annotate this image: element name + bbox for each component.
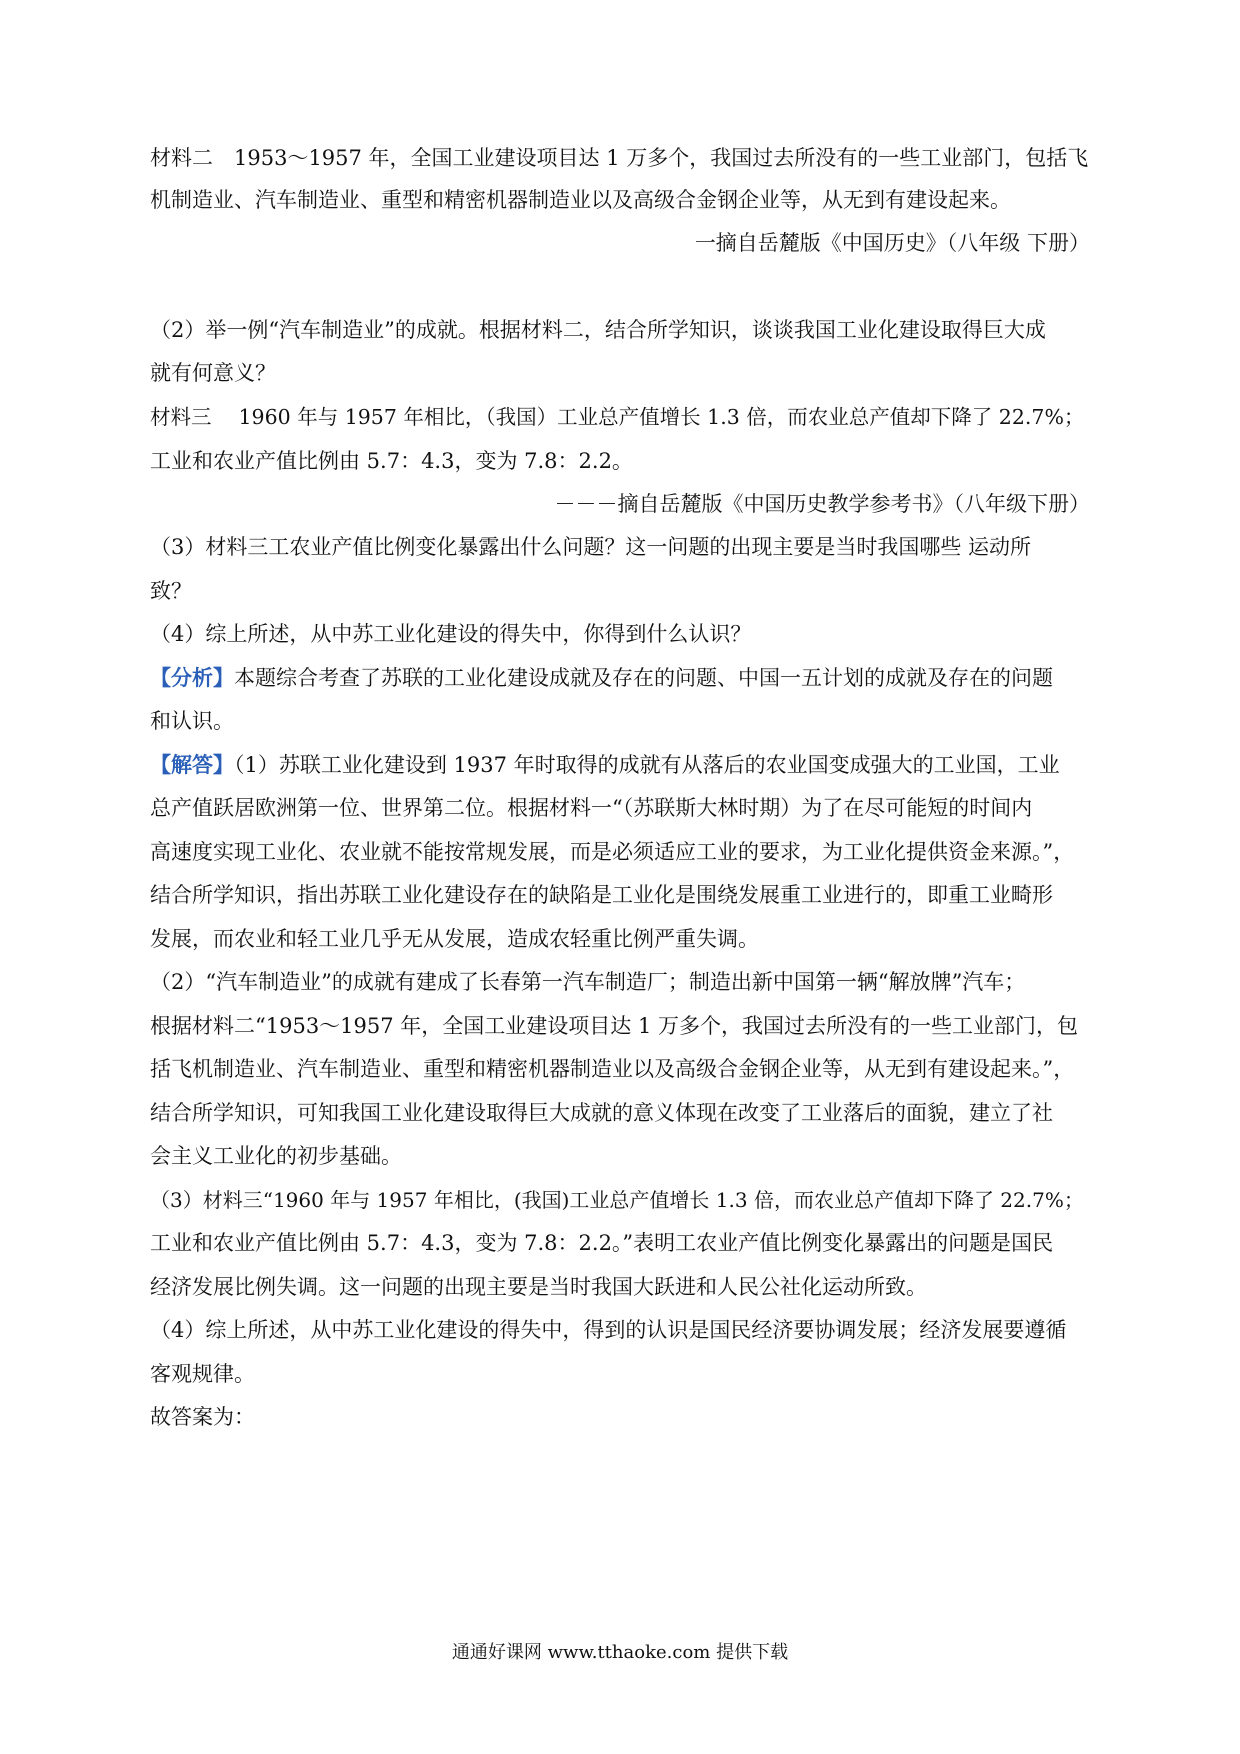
analysis-tag: 【分析】 (150, 665, 234, 690)
answer1-line5: 发展，而农业和轻工业几乎无从发展，造成农轻重比例严重失调。 (150, 927, 759, 951)
answer3-line2: 工业和农业产值比例由 5.7：4.3，变为 7.8：2.2。”表明工农业产值比例变化暴露出的问题是国民 (150, 1231, 1054, 1255)
answer2-line3: 括飞机制造业、汽车制造业、重型和精密机器制造业以及高级合金钢企业等，从无到有建设起来。”， (150, 1057, 1075, 1081)
answer-tag: 【解答】 (150, 752, 234, 777)
analysis-text: 本题综合考查了苏联的工业化建设成就及存在的问题、中国一五计划的成就及存在的问题 (234, 666, 1053, 690)
answer2-line1: （2）“汽车制造业”的成就有建成了长春第一汽车制造厂；制造出新中国第一辆“解放牌”汽车； (150, 970, 1026, 994)
material2-line1: 材料二 1953～1957 年，全国工业建设项目达 1 万多个，我国过去所没有的一些工业部门，包括飞 (150, 146, 1089, 170)
analysis-line2: 和认识。 (150, 709, 234, 733)
answer1-line1 (150, 750, 1100, 780)
answer1-text: （1）苏联工业化建设到 1937 年时取得的成就有从落后的农业国变成强大的工业国，工业 (234, 753, 1060, 777)
question3-line1: （3）材料三工农业产值比例变化暴露出什么问题？这一问题的出现主要是当时我国哪些 运动所 (150, 535, 1032, 559)
answer1-line3: 高速度实现工业化、农业就不能按常规发展，而是必须适应工业的要求，为工业化提供资金来源。”， (150, 840, 1075, 864)
material2-source: 一摘自岳麓版《中国历史》（八年级 下册） (694, 231, 1090, 255)
material2-line2: 机制造业、汽车制造业、重型和精密机器制造业以及高级合金钢企业等，从无到有建设起来。 (150, 188, 1011, 212)
answer4-line1: （4）综上所述，从中苏工业化建设的得失中，得到的认识是国民经济要协调发展；经济发展要遵循 (150, 1318, 1067, 1342)
question4-line1: （4）综上所述，从中苏工业化建设的得失中，你得到什么认识？ (150, 622, 752, 646)
analysis-line1 (150, 663, 1100, 693)
material3-source: －－－摘自岳麓版《中国历史教学参考书》（八年级下册） (554, 492, 1090, 516)
answer4-line2: 客观规律。 (150, 1362, 255, 1386)
answer3-line1: （3）材料三“1960 年与 1957 年相比，(我国)工业总产值增长 1.3 倍，而农业总产值却下降了 22.7%； (150, 1188, 1084, 1212)
question3-line2: 致？ (150, 579, 192, 603)
material3-line1: 材料三 1960 年与 1957 年相比，（我国）工业总产值增长 1.3 倍，而农业总产值却下降了 22.7%； (150, 405, 1085, 429)
answer2-line2: 根据材料二“1953～1957 年，全国工业建设项目达 1 万多个，我国过去所没有的一些工业部门，包 (150, 1014, 1079, 1038)
material3-line2: 工业和农业产值比例由 5.7：4.3，变为 7.8：2.2。 (150, 449, 633, 473)
answer1-line2: 总产值跃居欧洲第一位、世界第二位。根据材料一“（苏联斯大林时期）为了在尽可能短的时间内 (150, 796, 1033, 820)
question2-line1: （2）举一例“汽车制造业”的成就。根据材料二，结合所学知识，谈谈我国工业化建设取得巨大成 (150, 318, 1046, 342)
answer2-line4: 结合所学知识，可知我国工业化建设取得巨大成就的意义体现在改变了工业落后的面貌，建立了社 (150, 1101, 1053, 1125)
answer1-line4: 结合所学知识，指出苏联工业化建设存在的缺陷是工业化是围绕发展重工业进行的，即重工业畸形 (150, 883, 1053, 907)
answer-conclusion: 故答案为： (150, 1405, 255, 1429)
answer3-line3: 经济发展比例失调。这一问题的出现主要是当时我国大跃进和人民公社化运动所致。 (150, 1275, 927, 1299)
question2-line2: 就有何意义？ (150, 361, 276, 385)
answer2-line5: 会主义工业化的初步基础。 (150, 1144, 402, 1168)
page-footer: 通通好课网 www.tthaoke.com 提供下载 (451, 1642, 789, 1663)
